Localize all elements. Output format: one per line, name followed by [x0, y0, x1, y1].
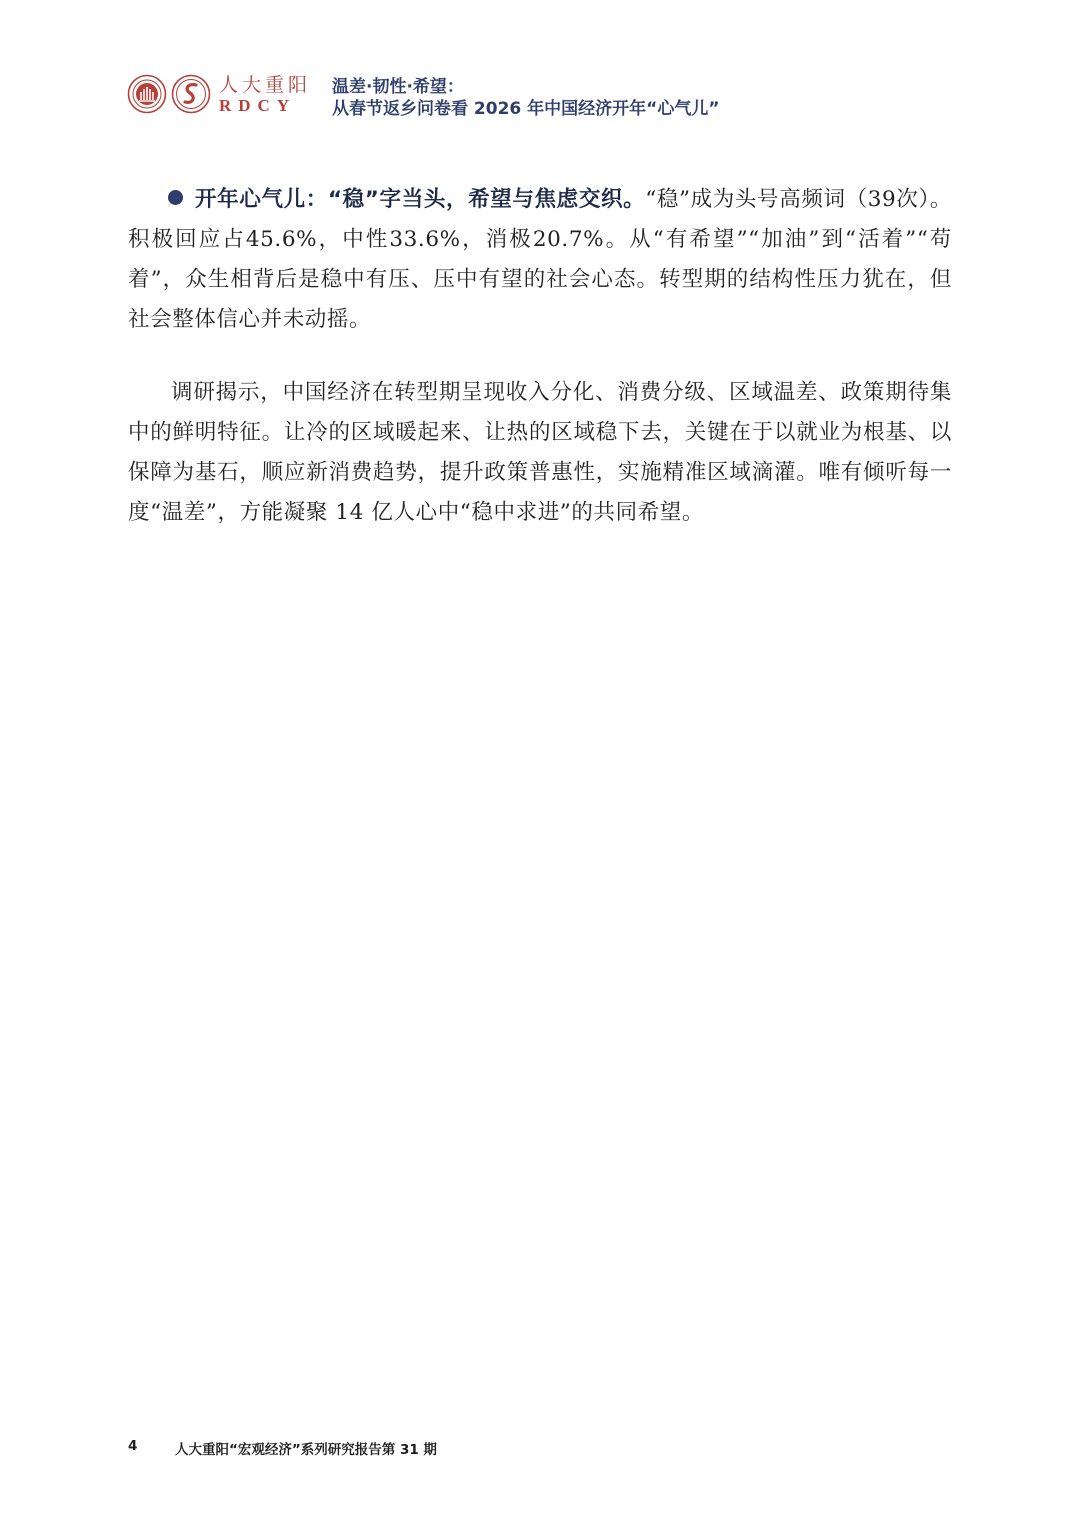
- title-line-1: 温差·韧性·希望：: [332, 77, 464, 97]
- paragraph-1-lead: 开年心气儿：“稳”字当头，希望与焦虑交织。: [195, 187, 646, 212]
- logo-english-text: RDCY: [219, 96, 297, 115]
- rdcy-emblem-icon: [171, 74, 211, 114]
- page-number: 4: [128, 1438, 138, 1454]
- document-title: [332, 76, 720, 120]
- university-seal-icon: [127, 74, 167, 114]
- main-content: [128, 180, 952, 533]
- logo-wordmark: [219, 74, 329, 118]
- page-header: [127, 74, 947, 120]
- paragraph-2: 调研揭示，中国经济在转型期呈现收入分化、消费分级、区域温差、政策期待集中的鲜明特征。让冷的区域暖起来、让热的区域稳下去，关键在于以就业为根基、以保障为基石，顺应新消费趋势，提升政策普惠性，实施精准区域滴灌。唯有倾听每一度“温差”，方能凝聚 14 亿人心中“稳中求进”的共同希望。: [128, 380, 952, 525]
- bullet-dot-icon: [168, 190, 183, 205]
- title-line-2: 从春节返乡问卷看 2026 年中国经济开年“心气儿”: [332, 99, 720, 119]
- footer-series-text: 人大重阳“宏观经济”系列研究报告第 31 期: [175, 1442, 437, 1458]
- logo-chinese-text: 人大重阳: [219, 74, 312, 96]
- paragraph-1: [128, 180, 952, 340]
- paragraph-1-text: “稳”成为头号高频词（39次）。积极回应占45.6%，中性33.6%，消极20.7%。从“有希望”“加油”到“活着”“苟着”，众生相背后是稳中有压、压中有望的社会心态。转型期的结构性压力犹在，但社会整体信心并未动摇。: [128, 187, 952, 332]
